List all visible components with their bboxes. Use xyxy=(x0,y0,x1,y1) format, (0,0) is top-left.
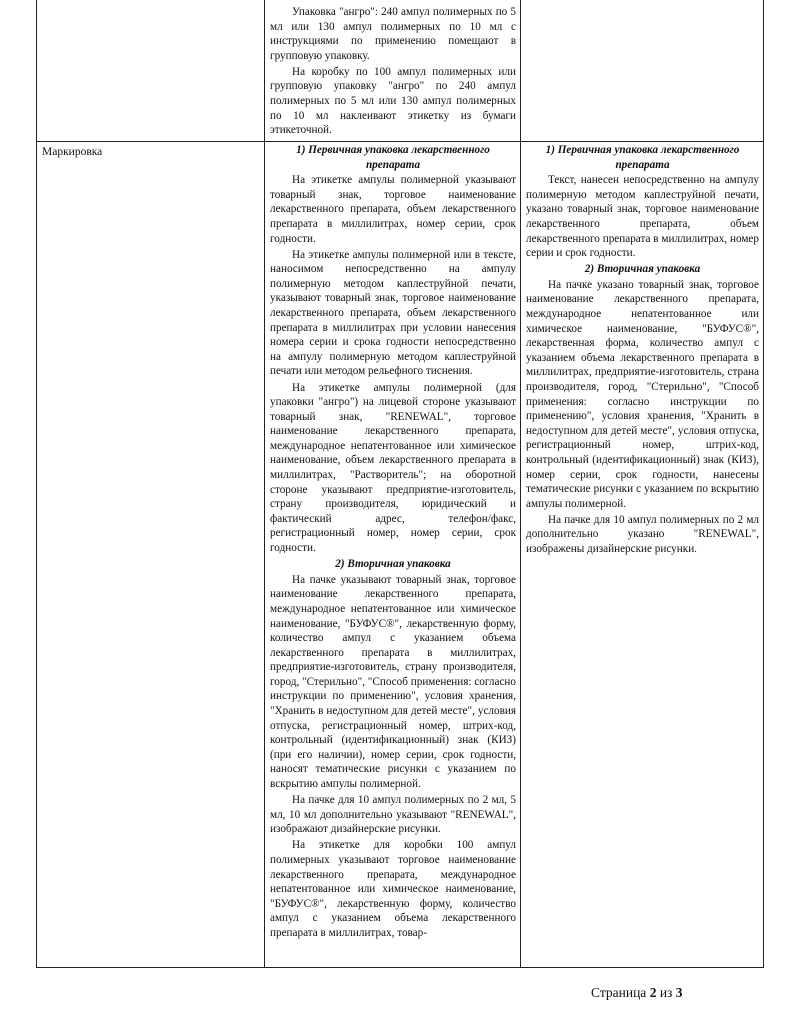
packaging-continuation-cell xyxy=(270,5,516,139)
marking-requirements-cell xyxy=(270,143,516,966)
marking-paragraph: На этикетке ампулы полимерной (для упаковки "ангро") на лицевой стороне указывают товарный знак, "RENEWAL", торговое наименование лекарственного препарата, международное непатентованное или химическое наименование, объем лекарственного препарата в миллилитрах, "Растворитель"; на оборотной стороне указывают предприятие-изготовитель, страну производителя, юридический и фактический адрес, телефон/факс, регистрационный номер, номер серии, срок годности. xyxy=(270,381,516,555)
marking-paragraph: На пачке указывают товарный знак, торговое наименование лекарственного препарата, международное непатентованное или химическое наименование, "БУФУС®", лекарственную форму, количество ампул с указанием объема лекарственного препарата в миллилитрах, предприятие-изготовитель, страну производителя, город, "Стерильно", "Способ применения: согласно инструкции по применению", условия хранения, "Хранить в недоступном для детей месте", условия отпуска, регистрационный номер, штрих-код, контрольный (идентификационный) знак (КИЗ) (при его наличии), номер серии, срок годности, наносят тематические рисунки с указанием по вскрытию ампулы полимерной. xyxy=(270,573,516,791)
page-number xyxy=(591,985,683,1001)
marking-row-label: Маркировка xyxy=(42,146,103,158)
page-number-current: 2 xyxy=(649,985,657,1000)
marking-paragraph: На пачке для 10 ампул полимерных по 2 мл, 5 мл, 10 мл дополнительно указывают "RENEWAL", изображают дизайнерские рисунки. xyxy=(270,794,516,836)
column-divider-right xyxy=(520,0,521,967)
marking-paragraph: На этикетке ампулы полимерной указывают товарный знак, торговое наименование лекарственного препарата, объем лекарственного препарата в миллилитрах, номер серии, срок годности. xyxy=(270,174,516,245)
row-divider xyxy=(37,141,763,142)
marking-paragraph: На пачке для 10 ампул полимерных по 2 мл дополнительно указано "RENEWAL", изображены дизайнерские рисунки. xyxy=(526,513,759,556)
marking-paragraph: Текст, нанесен непосредственно на ампулу полимерную методом каплеструйной печати, указано товарный знак, торговое наименование лекарственного препарата, объем лекарственного препарата в миллилитрах, номер серии и срок годности. xyxy=(526,174,759,260)
secondary-packaging-heading: 2) Вторичная упаковка xyxy=(335,558,451,571)
marking-paragraph: На пачке указано товарный знак, торговое наименование лекарственного препарата, международное непатентованное или химическое наименование, "БУФУС®", лекарственная форма, количество ампул с указанием объема лекарственного препарата в миллилитрах, предприятие-изготовитель, страна производителя, город, "Стерильно", "Способ применения: согласно инструкции по применению", условия хранения, "Хранить в недоступном для детей месте", условия отпуска, регистрационный номер, штрих-код, контрольный (идентификационный) знак (КИЗ), номер серии, срок годности, нанесены тематические рисунки с указанием по вскрытию ампулы полимерной. xyxy=(526,278,759,510)
packaging-paragraph: На коробку по 100 ампул полимерных или групповую упаковку "ангро" по 240 ампул полимерных по 5 мл или 130 ампул полимерных по 10 мл наклеивают этикетку из бумаги этикеточной. xyxy=(270,65,516,137)
document-table xyxy=(36,0,764,968)
primary-packaging-heading: 1) Первичная упаковка лекарственного препарата xyxy=(296,144,490,171)
packaging-paragraph: Упаковка "ангро": 240 ампул полимерных по 5 мл или 130 ампул полимерных по 10 мл с инструкциями по применению помещают в групповую упаковку. xyxy=(270,6,516,62)
secondary-packaging-heading: 2) Вторичная упаковка xyxy=(584,263,701,276)
marking-actual-cell xyxy=(526,143,759,966)
page-number-of: из xyxy=(659,985,673,1000)
column-divider-left xyxy=(264,0,265,967)
marking-paragraph: На этикетке ампулы полимерной или в тексте, наносимом непосредственно на ампулу полимерную методом каплеструйной печати, указывают товарный знак, торговое наименование лекарственного препарата, объем лекарственного препарата в миллилитрах при условии нанесения номера серии и срока годности непосредственно на ампулу полимерную методом каплеструйной печати или методом рельефного тиснения. xyxy=(270,248,516,378)
marking-paragraph: На этикетке для коробки 100 ампул полимерных указывают торговое наименование лекарственного препарата, международное непатентованное или химическое наименование, "БУФУС®", лекарственную форму, количество ампул с указанием объема лекарственного препарата в миллилитрах, товар- xyxy=(270,839,516,939)
primary-packaging-heading: 1) Первичная упаковка лекарственного препарата xyxy=(545,144,740,171)
page-number-total: 3 xyxy=(675,985,683,1000)
page-number-prefix: Страница xyxy=(591,985,647,1000)
